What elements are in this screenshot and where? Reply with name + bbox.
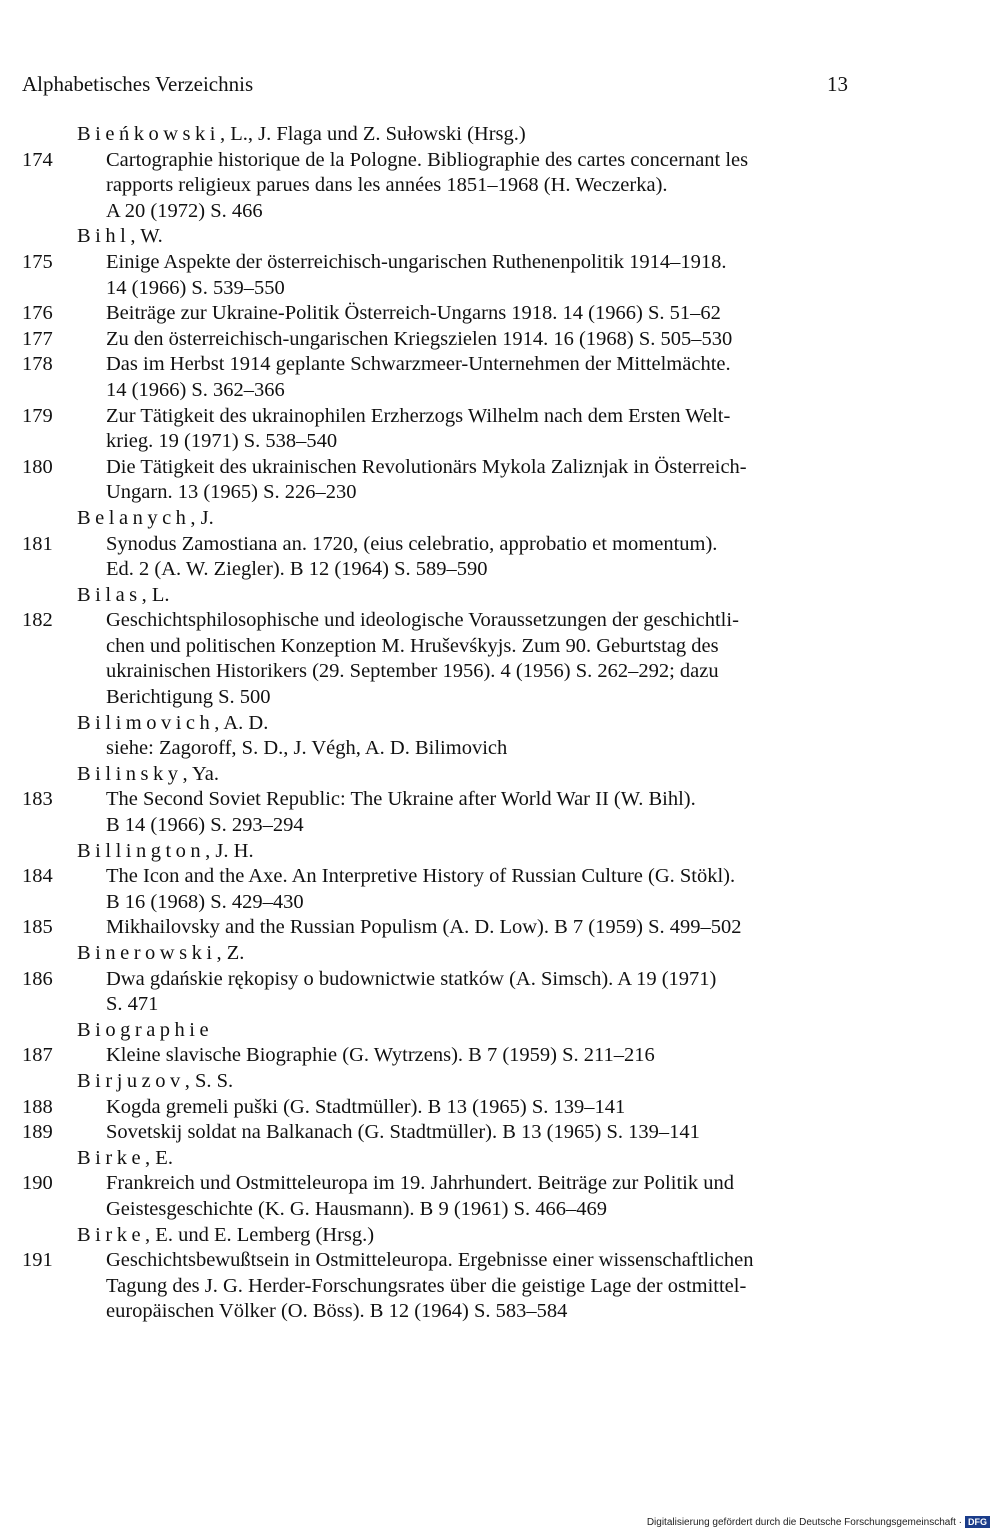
index-content [22,122,852,1325]
entry-line: siehe: Zagoroff, S. D., J. Végh, A. D. Bilimovich [106,737,508,760]
entry-number: 177 [22,327,53,350]
entry-number [22,736,106,762]
entry-text [106,404,852,455]
entry-line: B 16 (1968) S. 429–430 [106,890,304,913]
entry-line: Ed. 2 (A. W. Ziegler). B 12 (1964) S. 589–590 [106,558,488,581]
author-heading [22,583,852,609]
author-name: Bieńkowski [77,123,220,145]
entry-number: 181 [22,532,53,555]
entry-text [106,1120,852,1146]
entry-line: Zu den österreichisch-ungarischen Kriegszielen 1914. 16 (1968) S. 505–530 [106,327,733,350]
index-entry [22,864,852,915]
author-name: Biographie [77,1018,214,1041]
entry-line: The Icon and the Axe. An Interpretive History of Russian Culture (G. Stökl). [106,865,736,888]
entry-number: 188 [22,1095,53,1118]
entry-text [106,352,852,403]
entry-number: 180 [22,455,53,478]
author-name: Belanych [77,506,191,529]
entry-text [106,301,852,327]
entry-number: 186 [22,967,53,990]
author-details: , L. [141,583,170,606]
author-name: Bilimovich [77,711,215,734]
author-details: , L., J. Flaga und Z. Sułowski (Hrsg.) [219,123,526,145]
funding-footer [647,1516,990,1528]
page-number: 13 [827,72,848,96]
author-details: , E. [145,1146,173,1169]
entry-text [106,1248,852,1325]
entry-text [106,608,852,710]
entry-line: Dwa gdańskie rękopisy o budownictwie statków (A. Simsch). A 19 (1971) [106,967,717,990]
index-entry [22,787,852,838]
entry-line: Kogda gremeli puški (G. Stadtmüller). B 13 (1965) S. 139–141 [106,1095,626,1118]
index-entry [22,250,852,301]
entry-line: Frankreich und Ostmitteleuropa im 19. Jahrhundert. Beiträge zur Politik und [106,1172,734,1195]
index-entry [22,1043,852,1069]
author-heading [22,711,852,737]
entry-number: 183 [22,788,53,811]
author-details: , W. [130,225,163,248]
entry-number: 179 [22,404,53,427]
index-entry [22,327,852,353]
index-entry [22,915,852,941]
entry-number: 185 [22,916,53,939]
index-entry [22,455,852,506]
entry-line: Die Tätigkeit des ukrainischen Revolutionärs Mykola Zaliznjak in Österreich- [106,455,747,478]
entry-text [106,1171,852,1222]
index-entry [22,352,852,403]
author-heading [22,122,852,148]
entry-line: Synodus Zamostiana an. 1720, (eius celebratio, approbatio et momentum). [106,532,718,555]
author-details: , Ya. [182,762,219,785]
author-heading [22,1223,852,1249]
author-heading [22,941,852,967]
entry-text [106,148,852,225]
entry-text [106,967,852,1018]
entry-text [106,1095,852,1121]
entry-text [106,250,852,301]
index-entry [22,1120,852,1146]
dfg-logo: DFG [965,1516,990,1528]
author-heading [22,1146,852,1172]
entry-line: Ungarn. 13 (1965) S. 226–230 [106,481,357,504]
entry-text [106,1043,852,1069]
author-name: Bihl [77,225,131,248]
entry-number: 187 [22,1044,53,1067]
entry-line: Kleine slavische Biographie (G. Wytrzens). B 7 (1959) S. 211–216 [106,1044,655,1067]
author-name: Birjuzov [77,1069,185,1092]
entry-line: europäischen Völker (O. Böss). B 12 (1964) S. 583–584 [106,1300,568,1323]
entry-line: ukrainischen Historikers (29. September 1956). 4 (1956) S. 262–292; dazu [106,660,719,683]
entry-text [106,455,852,506]
entry-line: Geistesgeschichte (K. G. Hausmann). B 9 (1961) S. 466–469 [106,1197,608,1220]
index-entry [22,532,852,583]
entry-line: Geschichtsbewußtsein in Ostmitteleuropa. Ergebnisse einer wissenschaftlichen [106,1249,754,1272]
entry-line: B 14 (1966) S. 293–294 [106,814,304,837]
author-details: , J. H. [205,839,254,862]
entry-line: 14 (1966) S. 362–366 [106,378,285,401]
index-entry [22,1171,852,1222]
entry-line: A 20 (1972) S. 466 [106,199,263,222]
entry-line: The Second Soviet Republic: The Ukraine after World War II (W. Bihl). [106,788,696,811]
entry-text [106,736,852,762]
running-header [22,72,848,98]
author-details: , A. D. [214,711,269,734]
entry-text [106,864,852,915]
author-details: , E. und E. Lemberg (Hrsg.) [145,1223,375,1246]
author-details: , S. S. [184,1069,234,1092]
entry-line: rapports religieux parues dans les années 1851–1968 (H. Weczerka). [106,174,668,197]
index-entry [22,736,852,762]
entry-number: 191 [22,1249,53,1272]
entry-line: Geschichtsphilosophische und ideologische Voraussetzungen der geschichtli- [106,609,739,632]
entry-line: Sovetskij soldat na Balkanach (G. Stadtmüller). B 13 (1965) S. 139–141 [106,1121,700,1144]
index-entry [22,148,852,225]
entry-line: Tagung des J. G. Herder-Forschungsrates über die geistige Lage der ostmittel- [106,1274,747,1297]
entry-line: Beiträge zur Ukraine-Politik Österreich-Ungarns 1918. 14 (1966) S. 51–62 [106,302,721,325]
entry-line: 14 (1966) S. 539–550 [106,276,285,299]
author-name: Bilinsky [77,762,183,785]
author-heading [22,224,852,250]
entry-number: 182 [22,609,53,632]
author-details: , J. [190,506,214,529]
index-entry [22,608,852,710]
index-entry [22,967,852,1018]
author-heading [22,1018,852,1044]
entry-number: 174 [22,148,53,171]
entry-number: 189 [22,1121,53,1144]
entry-number: 184 [22,865,53,888]
entry-line: Cartographie historique de la Pologne. Bibliographie des cartes concernant les [106,148,749,171]
entry-text [106,915,852,941]
entry-number: 175 [22,250,53,273]
entry-text [106,532,852,583]
footer-text: Digitalisierung gefördert durch die Deutsche Forschungsgemeinschaft · [646,1516,962,1528]
index-entry [22,404,852,455]
entry-line: krieg. 19 (1971) S. 538–540 [106,430,338,453]
entry-number: 190 [22,1172,53,1195]
index-entry [22,301,852,327]
entry-line: Berichtigung S. 500 [106,686,271,709]
author-heading [22,506,852,532]
author-heading [22,839,852,865]
author-heading [22,762,852,788]
entry-line: chen und politischen Konzeption M. Hruševśkyjs. Zum 90. Geburtstag des [106,634,719,657]
entry-line: S. 471 [106,993,159,1016]
index-entry [22,1248,852,1325]
author-name: Birke [77,1223,146,1246]
author-name: Billington [77,839,206,862]
index-entry [22,1095,852,1121]
entry-line: Mikhailovsky and the Russian Populism (A. D. Low). B 7 (1959) S. 499–502 [106,916,742,939]
author-details: , Z. [216,942,245,964]
entry-line: Das im Herbst 1914 geplante Schwarzmeer-Unternehmen der Mittelmächte. [106,353,731,376]
entry-number: 176 [22,302,53,325]
entry-text [106,787,852,838]
entry-number: 178 [22,353,53,376]
author-name: Binerowski [77,942,217,964]
header-title: Alphabetisches Verzeichnis [22,72,254,96]
author-name: Birke [77,1146,146,1169]
entry-line: Zur Tätigkeit des ukrainophilen Erzherzogs Wilhelm nach dem Ersten Welt- [106,404,731,427]
entry-text [106,327,852,353]
entry-line: Einige Aspekte der österreichisch-ungarischen Ruthenenpolitik 1914–1918. [106,250,727,273]
author-name: Bilas [77,583,142,606]
author-heading [22,1069,852,1095]
